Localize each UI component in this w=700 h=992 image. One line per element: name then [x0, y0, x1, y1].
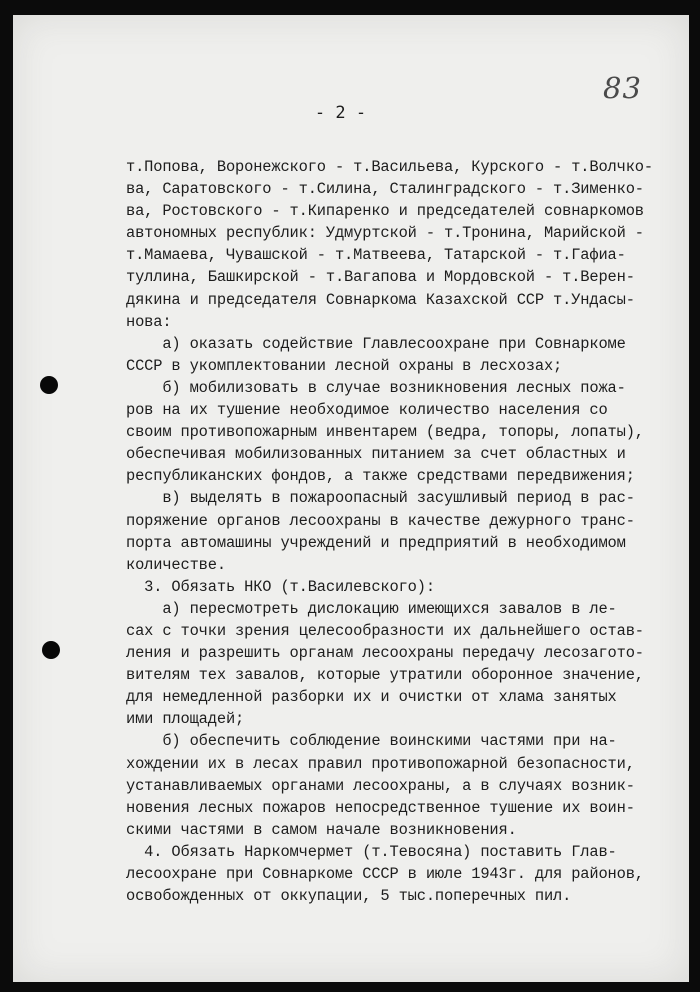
- text-line: нова:: [126, 312, 172, 331]
- text-line: ими площадей;: [126, 710, 245, 729]
- punch-hole: [42, 641, 60, 659]
- text-line: в) выделять в пожароопасный засушливый период в рас-: [126, 489, 635, 508]
- text-line: ва, Саратовского - т.Силина, Сталинградского - т.Зименко-: [126, 180, 644, 199]
- text-line: освобожденных от оккупации, 5 тыс.поперечных пил.: [126, 887, 572, 906]
- text-line: 3. Обязать НКО (т.Василевского):: [126, 577, 435, 596]
- text-line: сах с точки зрения целесообразности их дальнейшего остав-: [126, 621, 644, 640]
- document-body: [126, 156, 656, 907]
- text-line: республиканских фондов, а также средствами передвижения;: [126, 467, 635, 486]
- text-line: б) мобилизовать в случае возникновения лесных пожа-: [126, 378, 626, 397]
- document-page: [13, 15, 689, 982]
- text-line: а) оказать содействие Главлесоохране при Совнаркоме: [126, 334, 626, 353]
- text-line: 4. Обязать Наркомчермет (т.Тевосяна) поставить Глав-: [126, 842, 617, 861]
- text-line: автономных республик: Удмуртской - т.Тронина, Марийской -: [126, 224, 644, 243]
- text-line: ва, Ростовского - т.Кипаренко и председателей совнаркомов: [126, 202, 644, 221]
- text-line: а) пересмотреть дислокацию имеющихся завалов в ле-: [126, 599, 617, 618]
- text-line: для немедленной разборки их и очистки от хлама занятых: [126, 688, 617, 707]
- text-line: вителям тех завалов, которые утратили оборонное значение,: [126, 666, 644, 685]
- archive-page-number: 83: [603, 71, 642, 105]
- text-line: хождении их в лесах правил противопожарной безопасности,: [126, 754, 635, 773]
- text-line: своим противопожарным инвентарем (ведра, топоры, лопаты),: [126, 423, 644, 442]
- text-line: туллина, Башкирской - т.Вагапова и Мордовской - т.Верен-: [126, 268, 635, 287]
- text-line: ления и разрешить органам лесоохраны передачу лесозагото-: [126, 644, 644, 663]
- text-line: обеспечивая мобилизованных питанием за счет областных и: [126, 445, 626, 464]
- text-line: новения лесных пожаров непосредственное тушение их воин-: [126, 798, 635, 817]
- page-number: - 2 -: [314, 103, 367, 123]
- text-line: т.Мамаева, Чувашской - т.Матвеева, Татарской - т.Гафиа-: [126, 246, 626, 265]
- text-line: дякина и председателя Совнаркома Казахской ССР т.Ундасы-: [126, 290, 635, 309]
- text-line: б) обеспечить соблюдение воинскими частями при на-: [126, 732, 617, 751]
- text-line: лесоохране при Совнаркоме СССР в июле 1943г. для районов,: [126, 865, 644, 883]
- punch-hole: [40, 376, 58, 394]
- text-line: порта автомашины учреждений и предприятий в необходимом: [126, 533, 626, 552]
- text-line: т.Попова, Воронежского - т.Васильева, Курского - т.Волчко-: [126, 158, 653, 176]
- text-line: СССР в укомплектовании лесной охраны в лесхозах;: [126, 356, 563, 375]
- text-line: устанавливаемых органами лесоохраны, а в случаях возник-: [126, 776, 635, 795]
- text-line: скими частями в самом начале возникновения.: [126, 820, 517, 839]
- text-line: поряжение органов лесоохраны в качестве дежурного транс-: [126, 511, 635, 530]
- text-line: ров на их тушение необходимое количество населения со: [126, 401, 608, 420]
- text-line: количестве.: [126, 555, 226, 574]
